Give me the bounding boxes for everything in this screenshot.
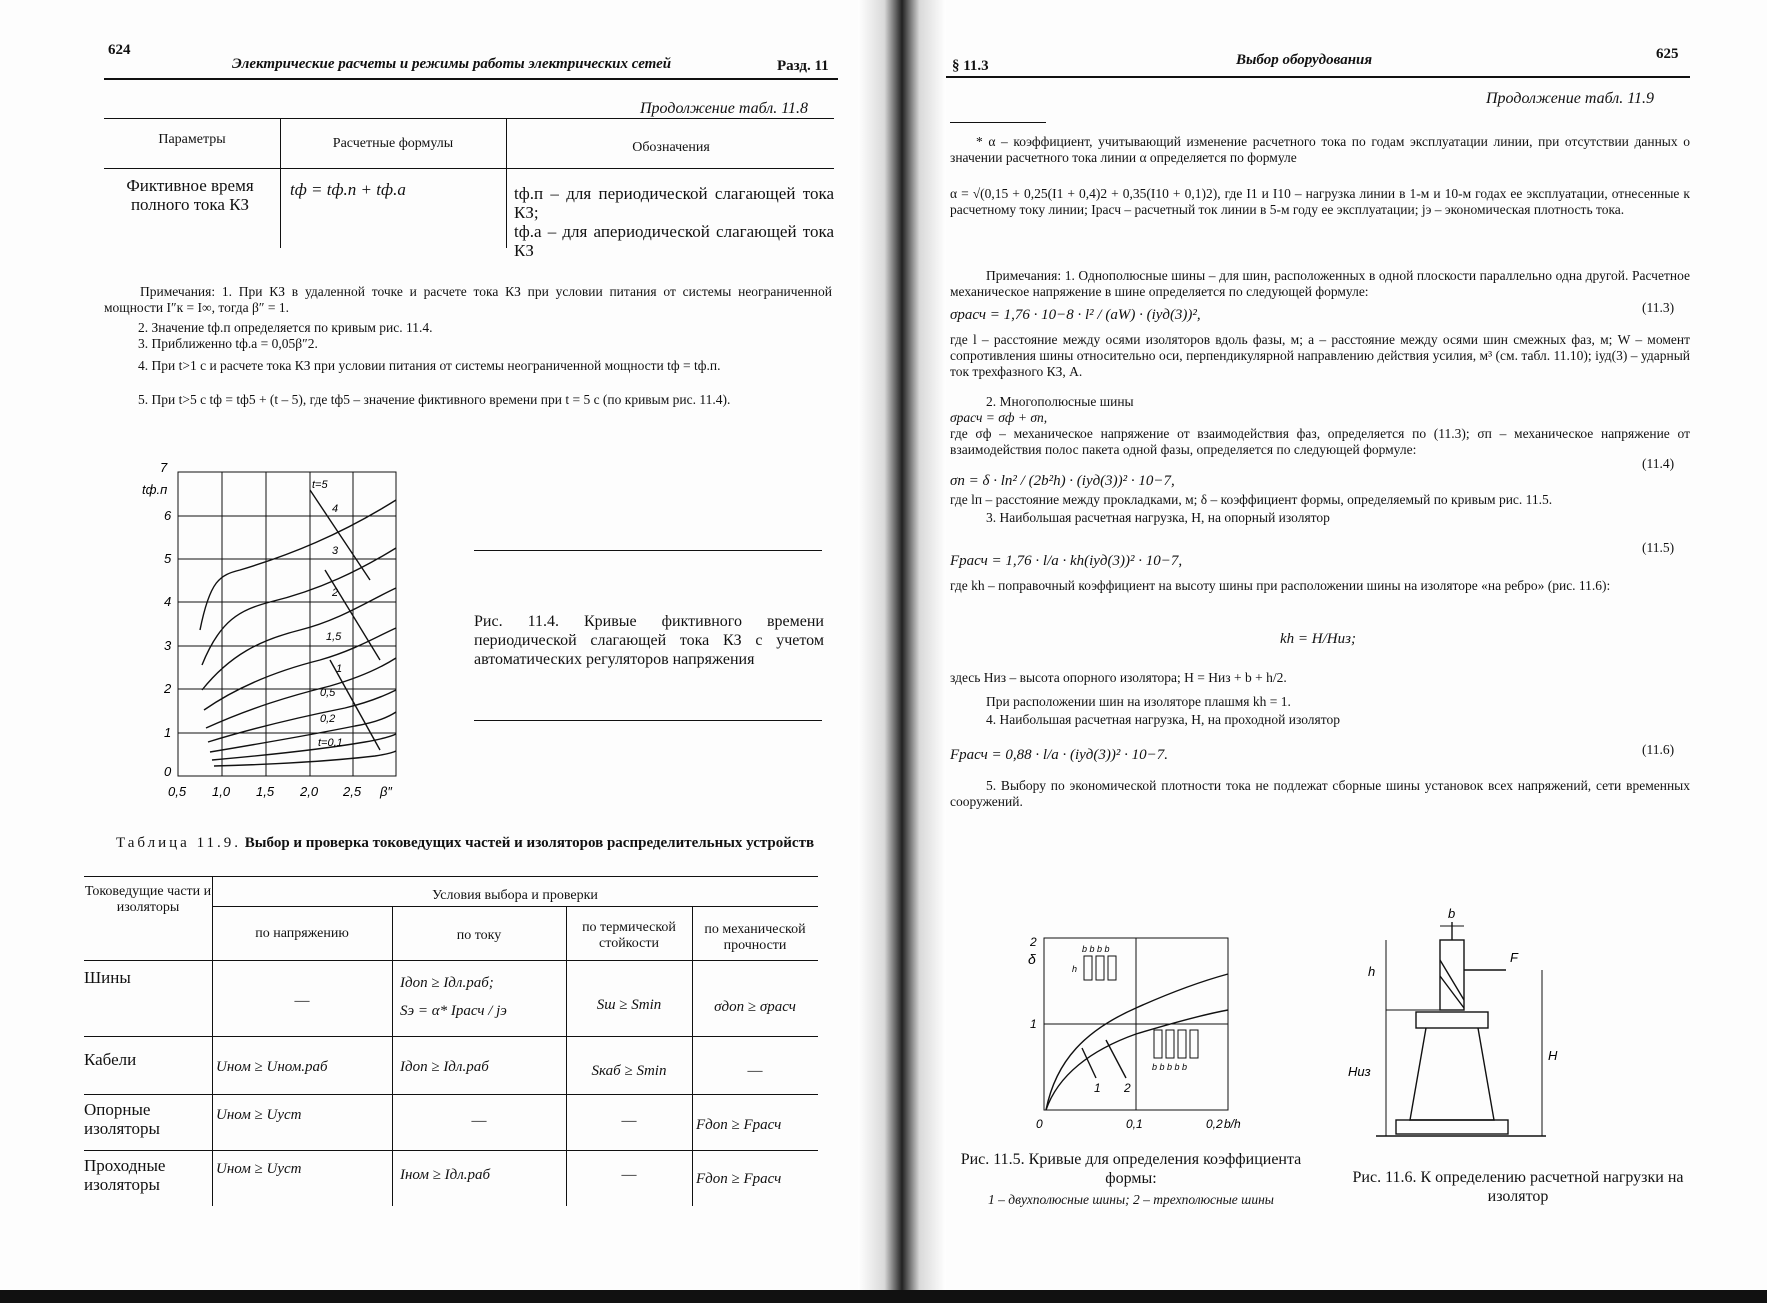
eq-11-6: Fрасч = 0,88 · l/a · (iуд(3))² · 10−7.	[950, 747, 1168, 763]
fig114-xtick-4: 2,5	[343, 784, 362, 799]
fig116-label-h: h	[1368, 964, 1376, 979]
fig114-curve-label-4: 4	[332, 503, 339, 515]
t119-row-1-current-2: Sэ = α* Iрасч / jэ	[400, 1003, 507, 1019]
fig114-xlabel: β″	[380, 784, 393, 799]
fig116-label-F: F	[1510, 950, 1518, 965]
left-page	[0, 0, 858, 1290]
eq-11-3: σрасч = 1,76 · 10−8 · l² / (aW) · (iуд(3))²,	[950, 307, 1201, 323]
left-running-title: Электрические расчеты и режимы работы электрических сетей	[232, 56, 672, 72]
t119-row-2-voltage: Uном ≥ Uном.раб	[216, 1059, 328, 1075]
t119-row-2-current: Iдоп ≥ Iдл.раб	[400, 1059, 489, 1075]
fig-11-5-legend: 1 – двухполюсные шины; 2 – трехполюсные шины	[988, 1192, 1274, 1207]
right-note-1: Примечания: 1. Однополюсные шины – для шин, расположенных в одной плоскости параллельно одна другой. Расчетное механическое напряжение в шине определяется по следующей формуле:	[950, 268, 1690, 299]
right-note-3-flat: При расположении шин на изоляторе плашмя kh = 1.	[986, 694, 1291, 709]
right-note-2-where: где σф – механическое напряжение от взаимодействия фаз, определяется по (11.3); σп – механическое напряжение от взаимодействия полос пакета одной фазы, определяется по следующей формуле:	[950, 426, 1690, 457]
t119-head-thermal: по термической стойкости	[582, 920, 676, 951]
fig114-ylabel: tф.п	[142, 482, 168, 497]
fig115-xlabel: b/h	[1224, 1117, 1241, 1131]
t119-row-3-current: —	[471, 1113, 487, 1129]
left-page-number: 624	[108, 42, 131, 58]
fig-11-5-chart	[1016, 930, 1246, 1135]
t119-title-bold: Выбор и проверка токоведущих частей и изоляторов распределительных устройств	[244, 835, 815, 851]
left-note-3: 3. Приближенно tф.а = 0,05β″2.	[138, 336, 318, 351]
right-section: § 11.3	[952, 58, 989, 74]
fig115-xtick-2: 0,2	[1206, 1117, 1223, 1131]
t118-head-params: Параметры	[158, 132, 226, 147]
left-continuation: Продолжение табл. 11.8	[640, 100, 809, 117]
t118-row-param: Фиктивное время полного тока КЗ	[126, 176, 254, 214]
fig114-curve-label-t5: t=5	[312, 479, 328, 491]
t119-row-3-name: Опорные изоляторы	[84, 1100, 160, 1138]
fig114-curve-label-t0-1: t=0,1	[318, 737, 343, 749]
right-running-title: Выбор оборудования	[1236, 52, 1373, 68]
fig114-ytick-5: 5	[164, 551, 172, 566]
t118-row-desc-2: tф.а – для апериодической слагающей тока КЗ	[514, 222, 834, 260]
t119-row-1-thermal: Sш ≥ Smin	[596, 997, 662, 1013]
fig116-label-b: b	[1448, 906, 1456, 921]
t119-row-2-mech: —	[747, 1063, 763, 1079]
left-note-4: 4. При t>1 с и расчете тока КЗ при условии питания от системы неограниченной мощности tф = tф.п.	[138, 358, 721, 373]
t119-row-4-thermal: —	[621, 1167, 637, 1183]
fig114-ytick-1: 1	[164, 725, 172, 740]
eq-11-6-number: (11.6)	[1642, 742, 1675, 757]
eq-11-5-number: (11.5)	[1642, 540, 1675, 555]
t119-row-3-mech: Fдоп ≥ Fрасч	[696, 1117, 782, 1133]
fig-11-5-caption: Рис. 11.5. Кривые для определения коэффициента формы:	[960, 1151, 1302, 1187]
t118-head-formulas: Расчетные формулы	[332, 136, 454, 151]
fig114-xtick-2: 1,5	[256, 784, 275, 799]
fig115-dim-b2: b b b b b	[1152, 1062, 1188, 1072]
right-page	[946, 0, 1767, 1290]
right-header-rule	[946, 76, 1690, 78]
fig114-xtick-0: 0,5	[168, 784, 187, 799]
right-page-number: 625	[1656, 46, 1679, 62]
t119-row-4-mech: Fдоп ≥ Fрасч	[696, 1171, 782, 1187]
fig114-curve-label-3: 3	[332, 545, 339, 557]
eq-11-5: Fрасч = 1,76 · l/a · kh(iуд(3))² · 10−7,	[950, 553, 1183, 569]
fig115-dim-h: h	[1072, 964, 1078, 974]
fig114-xtick-3: 2,0	[300, 784, 319, 799]
right-note-1-where: где l – расстояние между осями изоляторов вдоль фазы, м; a – расстояние между осями шин смежных фаз, м; W – момент сопротивления шины относительно оси, перпендикулярной направлению действия усилия, м³ (см. табл. 11.10); iуд(3) – ударный ток трехфазного КЗ, А.	[950, 332, 1690, 379]
fig114-curve-label-0-2: 0,2	[320, 713, 336, 725]
t119-row-1-current-1: Iдоп ≥ Iдл.раб;	[400, 975, 494, 991]
left-note-1: Примечания: 1. При КЗ в удаленной точке и расчете тока КЗ при условии питания от системы неограниченной мощности I″к = I∞, тогда β″ = 1.	[104, 284, 832, 315]
fig114-ytick-0: 0	[164, 764, 172, 779]
footnote-alpha-formula: α = √(0,15 + 0,25(I1 + 0,4)2 + 0,35(I10 + 0,1)2), где I1 и I10 – нагрузка линии в 1-м и 10-м годах ее эксплуатации, отнесенные к расчетному току линии; Iрасч – расчетный ток линии в 5-м году ее эксплуатации; jэ – экономическая плотность тока.	[950, 186, 1690, 217]
fig114-ytick-4: 4	[164, 594, 172, 609]
t119-title-prefix: Таблица 11.9.	[115, 835, 242, 851]
t119-head-group: Условия выбора и проверки	[432, 888, 598, 903]
t119-row-1-mech: σдоп ≥ σрасч	[714, 999, 796, 1015]
t118-row-desc-1: tф.п – для периодической слагающей тока КЗ;	[514, 184, 834, 222]
right-note-3-where: где kh – поправочный коэффициент на высоту шины при расположении шины на изоляторе «на ребро» (рис. 11.6):	[950, 578, 1611, 593]
t119-title	[104, 834, 826, 852]
fig116-label-H: H	[1548, 1048, 1558, 1063]
book-gutter	[858, 0, 946, 1303]
right-note-3-here: здесь Hиз – высота опорного изолятора; H = Hиз + b + h/2.	[950, 670, 1287, 685]
scan-bottom-edge	[0, 1290, 1767, 1303]
eq-11-3-number: (11.3)	[1642, 300, 1675, 315]
left-note-2: 2. Значение tф.п определяется по кривым рис. 11.4.	[138, 320, 433, 335]
fig115-ytick-1: 1	[1030, 1017, 1037, 1031]
fig115-ylabel: δ	[1028, 951, 1036, 967]
t119-head-voltage: по напряжению	[255, 926, 349, 941]
right-note-2-where-2: где lп – расстояние между прокладками, м; δ – коэффициент формы, определяемый по кривым рис. 11.5.	[950, 492, 1553, 507]
eq-kh: kh = H/Hиз;	[1280, 631, 1356, 647]
t119-row-1-voltage: —	[294, 993, 310, 1009]
left-note-5: 5. При t>5 с tф = tф5 + (t – 5), где tф5 – значение фиктивного времени при t = 5 с (по кривым рис. 11.4).	[138, 392, 731, 407]
fig114-curve-label-2: 2	[332, 587, 339, 599]
t118-row-formula: tф = tф.п + tф.а	[290, 180, 406, 199]
right-note-4: 4. Наибольшая расчетная нагрузка, Н, на проходной изолятор	[986, 712, 1340, 727]
fig114-curve-label-1-5: 1,5	[326, 631, 342, 643]
t119-row-2-thermal: Sкаб ≥ Smin	[591, 1063, 667, 1079]
eq-sigma-sum: σрасч = σф + σп,	[950, 410, 1048, 425]
left-header-rule	[104, 78, 838, 80]
fig114-ytick-3: 3	[164, 638, 172, 653]
t119-row-4-current: Iном ≥ Iдл.раб	[400, 1167, 491, 1183]
fig115-xtick-1: 0,1	[1126, 1117, 1143, 1131]
t119-head-parts: Токоведущие части и изоляторы	[84, 884, 212, 915]
fig115-dim-b: b b b b	[1082, 944, 1110, 954]
fig-11-6-drawing	[1346, 900, 1596, 1150]
fig114-ytick-2: 2	[164, 681, 172, 696]
right-note-2: 2. Многополюсные шины	[986, 394, 1134, 409]
footnote-alpha: * α – коэффициент, учитывающий изменение расчетного тока по годам эксплуатации линии, при отсутствии данных о значении расчетного тока линии α определяется по формуле	[950, 134, 1690, 165]
fig114-ytick-6: 6	[164, 508, 172, 523]
fig114-xtick-1: 1,0	[212, 784, 231, 799]
fig115-ytick-2: 2	[1030, 935, 1037, 949]
fig114-ytick-7: 7	[160, 460, 168, 475]
t119-head-mech: по механической прочности	[704, 922, 806, 953]
eq-11-4: σп = δ · lп² / (2b²h) · (iуд(3))² · 10−7,	[950, 473, 1175, 489]
fig-11-4-caption: Рис. 11.4. Кривые фиктивного времени периодической слагающей тока КЗ с учетом автоматических регуляторов напряжения	[474, 613, 824, 668]
t118-head-notation: Обозначения	[632, 140, 710, 155]
left-section: Разд. 11	[777, 58, 829, 74]
fig115-curve-label-2: 2	[1124, 1081, 1131, 1095]
t119-head-current: по току	[456, 928, 502, 943]
fig115-curve-label-1: 1	[1094, 1081, 1101, 1095]
t119-row-4-name: Проходные изоляторы	[84, 1156, 166, 1194]
t119-row-2-name: Кабели	[84, 1050, 137, 1069]
t119-row-3-thermal: —	[621, 1113, 637, 1129]
t119-row-4-voltage: Uном ≥ Uуст	[216, 1161, 302, 1177]
t119-row-1-name: Шины	[84, 968, 131, 987]
fig115-ytick-0: 0	[1036, 1117, 1043, 1131]
t119-row-3-voltage: Uном ≥ Uуст	[216, 1107, 302, 1123]
fig114-curve-label-0-5: 0,5	[320, 687, 336, 699]
right-note-3: 3. Наибольшая расчетная нагрузка, Н, на опорный изолятор	[986, 510, 1330, 525]
fig114-curve-label-1: 1	[336, 663, 343, 675]
fig-11-4-chart	[140, 460, 430, 810]
right-continuation: Продолжение табл. 11.9	[1486, 90, 1655, 107]
right-note-5: 5. Выбору по экономической плотности тока не подлежат сборные шины установок всех напряжений, сети временных сооружений.	[950, 778, 1690, 809]
eq-11-4-number: (11.4)	[1642, 456, 1675, 471]
fig116-label-Hiz: Hиз	[1348, 1064, 1371, 1079]
fig-11-6-caption: Рис. 11.6. К определению расчетной нагрузки на изолятор	[1352, 1169, 1684, 1205]
